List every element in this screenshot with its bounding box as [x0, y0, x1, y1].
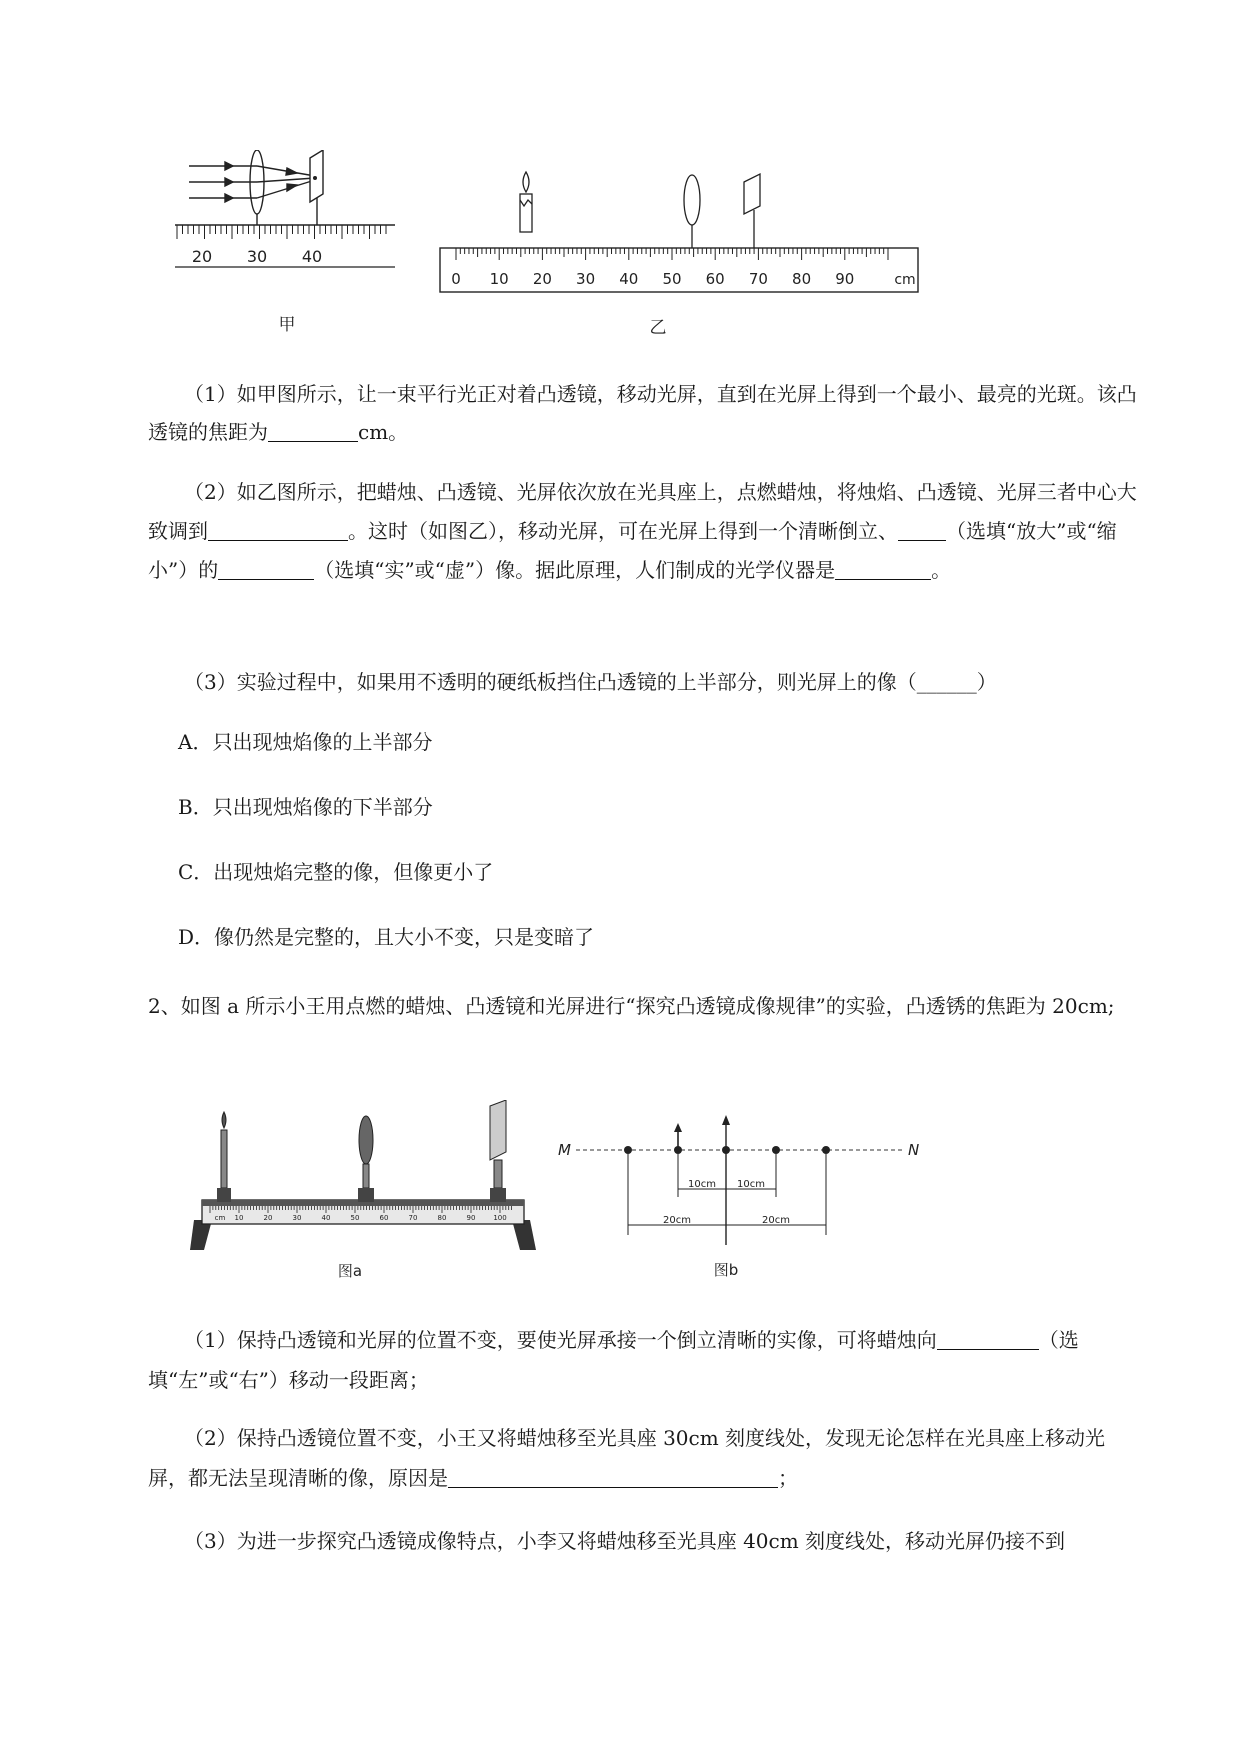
- answer-blank[interactable]: [835, 557, 931, 580]
- answer-blank[interactable]: [218, 557, 314, 580]
- yi-tick-label: 70: [748, 270, 768, 288]
- fig-a-tick-label: 50: [350, 1214, 360, 1222]
- light-screen: [310, 150, 323, 202]
- q2-part2: [148, 1418, 1138, 1498]
- q2-part2-text-a: （2）保持凸透镜位置不变，小王又将蜡烛移至光具座 30cm 刻度线处，发现无论怎样在光具座上移动光屏，都无法呈现清晰的像，原因是: [148, 1426, 1106, 1490]
- yi-tick-label: 30: [576, 270, 596, 288]
- option-c[interactable]: C．出现烛焰完整的像，但像更小了: [178, 860, 494, 884]
- option-d[interactable]: D．像仍然是完整的，且大小不变，只是变暗了: [178, 925, 595, 949]
- q2-part1-text-b: （选填“左”或“右”）移动一段距离；: [148, 1328, 1079, 1392]
- figure-b-label: 图b: [713, 1261, 739, 1279]
- dist-20cm-right: 20cm: [762, 1215, 790, 1226]
- convex-lens: [358, 1116, 374, 1202]
- q1-part2: [148, 473, 1138, 590]
- figure-b: [550, 1105, 930, 1285]
- yi-unit: cm: [894, 272, 916, 288]
- fig-a-tick-label: 30: [292, 1214, 302, 1222]
- option-a[interactable]: A．只出现烛焰像的上半部分: [178, 730, 433, 754]
- q2-part1: [148, 1320, 1138, 1400]
- answer-blank[interactable]: [268, 419, 358, 442]
- fig-a-tick-label: 90: [466, 1214, 476, 1222]
- q1-part2-text-a: （2）如乙图所示，把蜡烛、凸透镜、光屏依次放在光具座上，点燃蜡烛，将烛焰、凸透镜、光屏三者中心大致调到: [148, 480, 1137, 543]
- answer-blank[interactable]: [208, 518, 348, 541]
- figure-yi-label: 乙: [649, 318, 667, 338]
- q1-part2-text-e: 。: [931, 558, 952, 582]
- option-b[interactable]: B．只出现烛焰像的下半部分: [178, 795, 433, 819]
- q1-part2-text-d: （选填“实”或“虚”）像。据此原理，人们制成的光学仪器是: [314, 558, 836, 582]
- figure-a-label: 图a: [337, 1262, 363, 1280]
- fig-a-tick-label: 80: [437, 1214, 447, 1222]
- point-n: N: [908, 1141, 920, 1159]
- fig-a-tick-label: 70: [408, 1214, 418, 1222]
- dist-20cm-left: 20cm: [663, 1215, 691, 1226]
- jia-tick-label: 30: [246, 247, 268, 266]
- jia-tick-label: 20: [191, 247, 213, 266]
- q2-part2-text-b: ；: [778, 1466, 798, 1490]
- q1-part3-text: （3）实验过程中，如果用不透明的硬纸板挡住凸透镜的上半部分，则光屏上的像（______）: [184, 670, 997, 694]
- jia-tick-label: 40: [301, 247, 323, 266]
- candle: [217, 1112, 231, 1202]
- figure-jia-label: 甲: [278, 315, 296, 335]
- fig-a-unit: cm: [214, 1214, 226, 1222]
- yi-tick-label: 50: [662, 270, 682, 288]
- figure-yi: [438, 170, 928, 345]
- yi-tick-label: 80: [792, 270, 812, 288]
- q1-part2-text-c: （选填“放大”或“缩小”）的: [148, 519, 1117, 582]
- yi-tick-label: 0: [451, 270, 461, 288]
- convex-lens: [684, 175, 700, 225]
- yi-tick-label: 40: [619, 270, 639, 288]
- dist-10cm-left: 10cm: [688, 1179, 716, 1190]
- q2-part3-text: （3）为进一步探究凸透镜成像特点，小李又将蜡烛移至光具座 40cm 刻度线处，移动光屏仍接不到: [184, 1529, 1066, 1553]
- fig-a-tick-label: 60: [379, 1214, 389, 1222]
- point-m: M: [558, 1141, 571, 1159]
- q1-part2-text-b: 。这时（如图乙），移动光屏，可在光屏上得到一个清晰倒立、: [348, 519, 898, 543]
- figure-a: [190, 1100, 540, 1280]
- fig-a-tick-label: 40: [321, 1214, 331, 1222]
- q2-stem: [148, 987, 1138, 1025]
- answer-blank[interactable]: [898, 518, 946, 541]
- yi-tick-label: 20: [532, 270, 552, 288]
- dist-10cm-right: 10cm: [737, 1179, 765, 1190]
- q2-part1-text-a: （1）保持凸透镜和光屏的位置不变，要使光屏承接一个倒立清晰的实像，可将蜡烛向: [184, 1328, 937, 1352]
- fig-a-tick-label: 20: [263, 1214, 273, 1222]
- light-screen: [744, 174, 760, 214]
- q1-part1: [148, 375, 1138, 451]
- answer-blank[interactable]: [937, 1327, 1039, 1350]
- answer-blank[interactable]: [448, 1465, 778, 1488]
- yi-tick-label: 10: [489, 270, 509, 288]
- candle: [520, 172, 532, 232]
- yi-tick-label: 90: [835, 270, 855, 288]
- light-screen: [490, 1100, 506, 1202]
- yi-tick-label: 60: [705, 270, 725, 288]
- q1-part1-unit: cm。: [358, 420, 409, 444]
- fig-a-tick-label: 10: [234, 1214, 244, 1222]
- q2-part3: [148, 1522, 1138, 1560]
- fig-a-tick-label: 100: [493, 1214, 507, 1222]
- q2-stem-text: 2、如图 a 所示小王用点燃的蜡烛、凸透镜和光屏进行“探究凸透镜成像规律”的实验，凸透锈的焦距为 20cm;: [148, 994, 1115, 1018]
- figure-jia: [175, 150, 405, 345]
- q1-part1-text: （1）如甲图所示，让一束平行光正对着凸透镜，移动光屏，直到在光屏上得到一个最小、最亮的光斑。该凸透镜的焦距为: [148, 382, 1137, 444]
- q1-part3: [148, 663, 1138, 701]
